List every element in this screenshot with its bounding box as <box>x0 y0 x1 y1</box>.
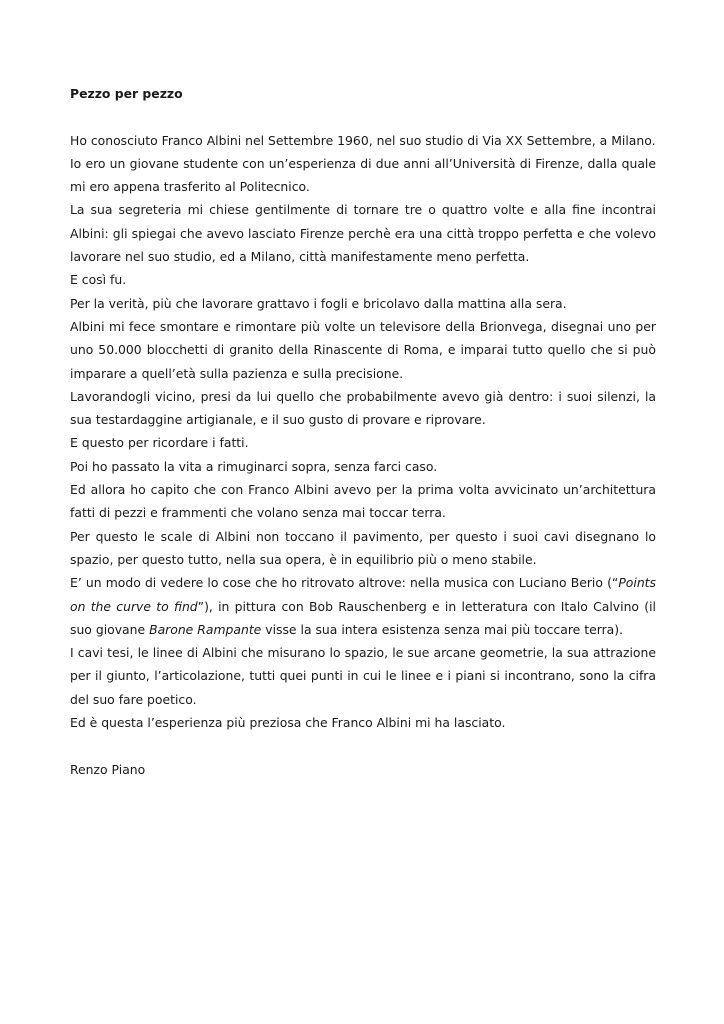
paragraph-10: Ed allora ho capito che con Franco Albini avevo per la prima volta avvicinato un’architettura fatti di pezzi e frammenti che volano senza mai toccar terra. <box>70 482 656 521</box>
paragraph-11: Per questo le scale di Albini non toccano il pavimento, per questo i suoi cavi disegnano lo spazio, per questo tutto, nella sua opera, è in equilibrio più o meno stabile. <box>70 528 656 567</box>
paragraph-2: Io ero un giovane studente con un’esperienza di due anni all’Università di Firenze, dalla quale mi ero appena trasferito al Politecnico. <box>70 155 656 195</box>
document-title: Pezzo per pezzo <box>70 86 183 101</box>
paragraph-13: I cavi tesi, le linee di Albini che misurano lo spazio, le sue arcane geometrie, la sua attrazione per il giunto, l’articolazione, tutti quei punti in cui le linee e i piani si incontrano, sono la cifra del suo fare poetico. <box>70 645 656 707</box>
paragraph-5: Per la verità, più che lavorare grattavo i fogli e bricolavo dalla mattina alla sera. <box>70 295 567 311</box>
paragraph-9: Poi ho passato la vita a rimuginarci sopra, senza farci caso. <box>70 458 438 474</box>
paragraph-12-berio-title: Points on the curve to find <box>70 575 656 614</box>
paragraph-4: E così fu. <box>70 272 127 288</box>
paragraph-3: La sua segreteria mi chiese gentilmente di tornare tre o quattro volte e alla fine incontrai Albini: gli spiegai che avevo lasciato Firenze perchè era una città troppo perfetta e che volevo lavorare nel suo studio, ed a Milano, città manifestamente meno perfetta. <box>70 202 656 265</box>
paragraph-6: Albini mi fece smontare e rimontare più volte un televisore della Brionvega, disegnai uno per uno 50.000 blocchetti di granito della Rinascente di Roma, e imparai tutto quello che si può imparare a quell’età sulla pazienza e sulla precisione. <box>70 318 656 381</box>
paragraph-12-calvino-title: Barone Rampante <box>149 621 262 637</box>
paragraph-12-part-b: ”), in pittura con Bob Rauschenberg e in letteratura con Italo Calvino (il suo giovane <box>70 598 656 637</box>
paragraph-12-part-a: E’ un modo di vedere lo cose che ho ritrovato altrove: nella musica con Luciano Berio (“ <box>70 575 619 591</box>
paragraph-1: Ho conosciuto Franco Albini nel Settembre 1960, nel suo studio di Via XX Settembre, a Milano. <box>70 132 656 148</box>
signature: Renzo Piano <box>70 761 146 777</box>
paragraph-12-part-c: visse la sua intera esistenza senza mai più toccare terra). <box>261 621 624 637</box>
paragraph-8: E questo per ricordare i fatti. <box>70 435 249 451</box>
signature-spacer <box>70 734 656 757</box>
paragraph-12 <box>70 571 656 641</box>
document-page <box>70 82 656 781</box>
paragraph-7: Lavorandogli vicino, presi da lui quello che probabilmente avevo già dentro: i suoi silenzi, la sua testardaggine artigianale, e il suo gusto di provare e riprovare. <box>70 388 656 428</box>
paragraph-14: Ed è questa l’esperienza più preziosa che Franco Albini mi ha lasciato. <box>70 715 506 731</box>
